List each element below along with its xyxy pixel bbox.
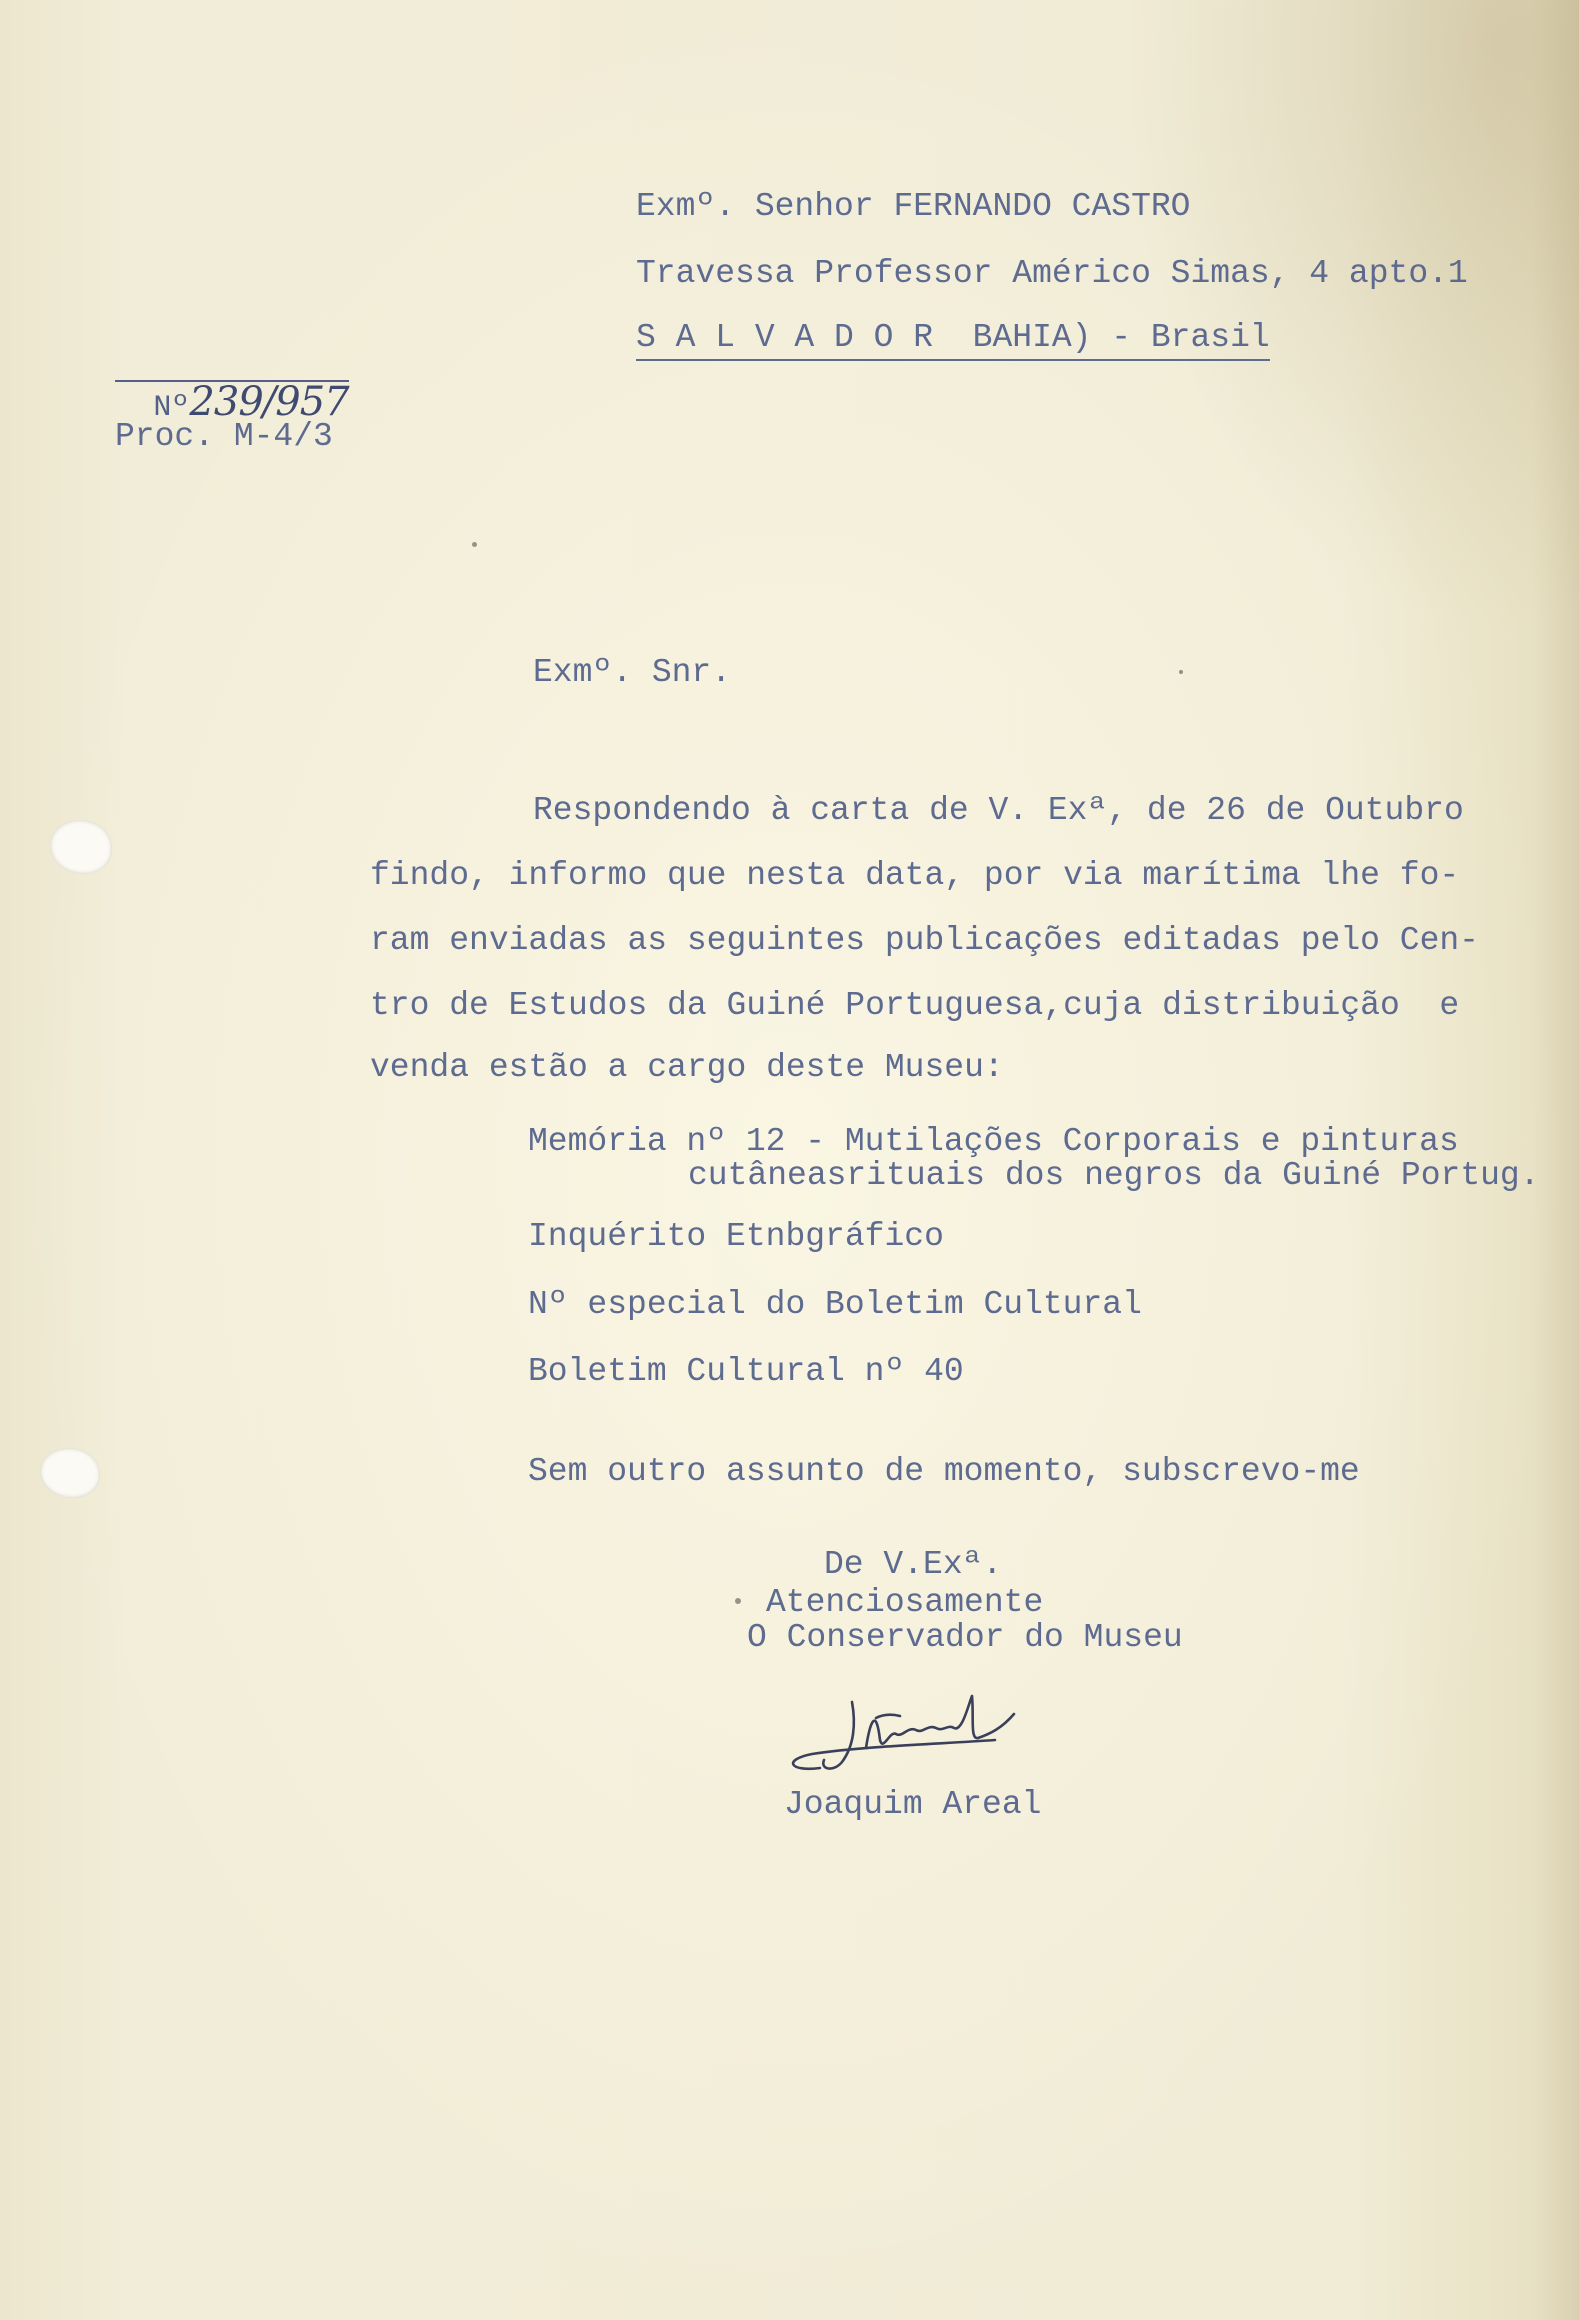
signoff-line: De V.Exª. <box>824 1546 1003 1583</box>
signatory-name: Joaquim Areal <box>784 1786 1042 1823</box>
handwritten-signature <box>780 1688 1060 1783</box>
document-number-label: Nº <box>153 391 190 425</box>
salutation: Exmº. Snr. <box>533 654 732 691</box>
signoff-line: Atenciosamente <box>766 1584 1044 1621</box>
punch-hole-bottom <box>40 1448 100 1498</box>
body-line: venda estão a cargo deste Museu: <box>370 1049 1004 1086</box>
body-line: ram enviadas as seguintes publicações editadas pelo Cen- <box>370 922 1479 959</box>
publication-item-continuation: cutâneasrituais dos negros da Guiné Portug. <box>688 1157 1540 1194</box>
document-number <box>115 336 349 425</box>
ink-speck <box>472 542 477 547</box>
ink-speck <box>735 1598 741 1604</box>
recipient-street: Travessa Professor Américo Simas, 4 apto.1 <box>636 255 1468 292</box>
publication-item: Inquérito Etnbgráfico <box>528 1218 944 1255</box>
body-line: Respondendo à carta de V. Exª, de 26 de Outubro <box>533 792 1464 829</box>
document-number-handwritten: 239/957 <box>189 379 349 425</box>
punch-hole-top <box>50 820 112 874</box>
process-reference: Proc. M-4/3 <box>115 418 333 455</box>
recipient-name: Exmº. Senhor FERNANDO CASTRO <box>636 188 1191 225</box>
closing-line: Sem outro assunto de momento, subscrevo-me <box>528 1453 1360 1490</box>
body-line: findo, informo que nesta data, por via marítima lhe fo- <box>370 857 1460 894</box>
publication-item: Memória nº 12 - Mutilações Corporais e pinturas <box>528 1123 1459 1160</box>
publication-item: Nº especial do Boletim Cultural <box>528 1286 1142 1323</box>
body-line: tro de Estudos da Guiné Portuguesa,cuja distribuição e <box>370 987 1460 1024</box>
signoff-title: O Conservador do Museu <box>747 1619 1183 1656</box>
ink-speck <box>1179 670 1183 674</box>
publication-item: Boletim Cultural nº 40 <box>528 1353 964 1390</box>
recipient-city: S A L V A D O R BAHIA) - Brasil <box>636 318 1270 361</box>
